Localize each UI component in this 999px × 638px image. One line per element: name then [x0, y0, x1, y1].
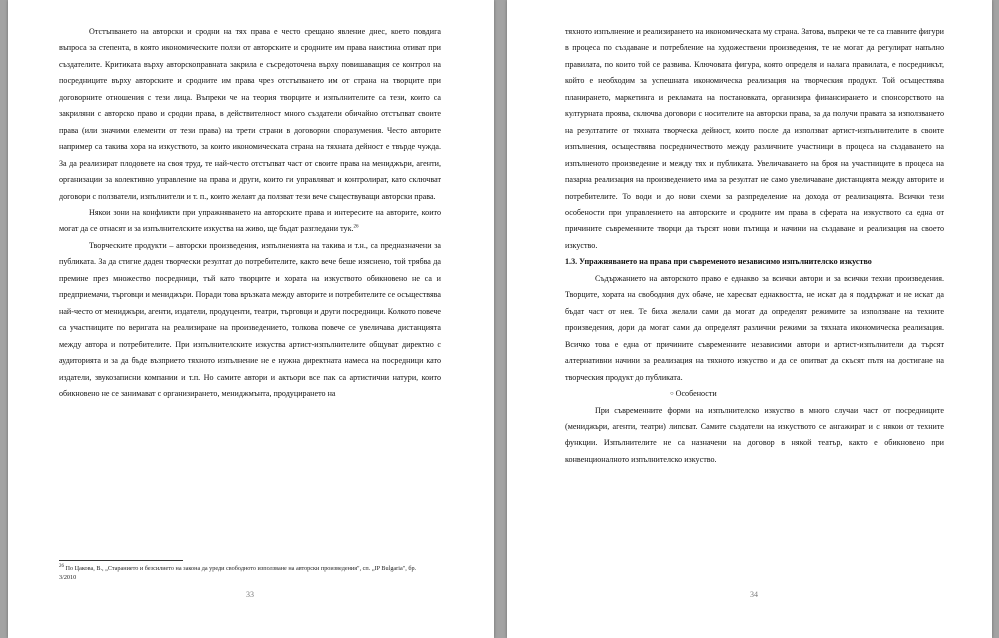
bullet-text: Особености [675, 389, 717, 399]
footnote-separator [59, 560, 183, 561]
paragraph: Творческите продукти – авторски произведения, изпълненията на такива и т.н., са предназначени за публиката. За да стигне даден творчески резултат до потребителите, както вече беше изяснено, той трябва да премине през множество посредници, тъй като творците и хората на изкуството обикновено не са и предприемачи, търговци и мениджъри. Поради това връзката между авторите и потребителите се осъществява най-често от мениджъри, агенти, издатели, продуценти, театри, търговци и други посредници. Колкото повече са участниците по веригата на реализиране на произведението, толкова повече се увеличава дистанцията между автора и потребителите. При изпълнителските изкуства артист-изпълнителите общуват директно с аудиторията и за да бъде възприето тяхното изпълнение не е нужна директната намеса на посредници като издатели, звукозаписни компании и т.п. Но самите автори и актьори все пак са артистични натури, които обикновено не се занимават с организирането, мениджмънта, продуцирането на [59, 240, 441, 398]
page-number: 34 [750, 590, 758, 599]
paragraph: Съдържанието на авторското право е еднакво за всички автори и за всички техни произведения. Творците, хората на свободния дух обаче, не харесват еднаквостта, не искат да я поддържат и не искат да бъдат част от нея. Те биха желали сами да могат да определят режимите за използване на техните произведения, дори да могат сами да определят различни режими за тяхната икономическа реализация. Всичко това е една от причините съвременните независими автори и артист-изпълнители да търсят алтернативни начини за реализация на тяхното изкуство и да се опитват да скъсят пътя на достигане на творческия продукт до публиката. [565, 273, 944, 382]
bullet-icon: ○ [670, 390, 674, 397]
page-number: 33 [246, 590, 254, 599]
paragraph: Отстъпването на авторски и сродни на тях права е често срещано явление днес, което повдига въпроса за степента, в която икономическите ползи от авторските и сродните им права наистина отиват при създателите. Критиката върху авторскоправната закрила е съсредоточена върху повишаващия се контрол на посредниците върху авторските и сродните им права чрез отстъпването им от страна на творците при договорните отношения с тези лица. Въпреки че на теория творците и изпълнителите са тези, които са закриляни с авторско право и сродни права, в действителност много създатели обичайно отстъпват своите права (или значими елементи от тези права) на трети страни в договорни споразумения. Често авторите например са такива хора на изкуството, за които икономическата страна на тяхната дейност е твърде чужда. За да реализират плодовете на своя труд, те най-често отстъпват част от своите права на мениджъри, агенти, организации за колективно управление на права и други, които ги управляват и контролират, като сключват договори с ползватели, изпълнители и т. п., които желаят да ползват тези вече съществуващи авторски права. [59, 27, 441, 201]
footnote-reference[interactable]: 26 [353, 224, 359, 230]
paragraph-with-footnote [59, 205, 441, 238]
document-page-right [507, 0, 992, 638]
document-page-left [8, 0, 494, 638]
bullet-item [565, 386, 944, 403]
footnote-text: По Цакова, В., „Старанието и безсилието на закона да уреди свободното използване на авторски произведения", сп. „IP Bulgaria", бр. 3/2010 [59, 565, 417, 581]
paragraph-text: Някои зони на конфликти при упражняването на авторските права и интересите на авторите, които могат да се отнасят и за изпълнителските изкуства на живо, ще бъдат разгледани тук. [59, 207, 441, 234]
paragraph: тяхното изпълнение и реализирането на икономическата му страна. Затова, въпреки че те са главните фигури в процеса по създаване и потребление на художествени произведения, те не могат да регулират напълно правилата, по които той се развива. Ключовата фигура, която определя и налага правилата, е посредникът, който е необходим за успешната икономическа реализация на творческия продукт. Той осъществява планирането, маркетинга и рекламата на постановката, организира финансирането и спонсорството на културната проява, сключва договори с носителите на авторски права, за да получи правата за използването на резултатите от тяхната творческа дейност, които после да използват артист-изпълнителите в своите изпълнения, осъществява посредничеството между различните участници в процеса на създаването на изпълненото произведение и между тях и публиката. Увеличаването на броя на участниците в процеса на пазарна реализация на произведението има за резултат не само увеличаване дистанцията между авторите и потребителите. То води и до нови схеми за разпределение на дохода от реализацията. Всички тези особености при управлението на авторските и сродните им права в сферата на изкуството са една от причините съвременните творци да търсят нови пътища и начини на създаване и реализация на своето изкуство. [565, 27, 944, 250]
paragraph: При съвременните форми на изпълнителско изкуство в много случаи част от посредниците (мениджъри, агенти, театри) липсват. Самите създатели на изкуството се ангажират и с някои от техните функции. Изпълнителите не са назначени на договор в някой театър, както е обикновено при конвенционалното изпълнителско изкуство. [565, 405, 944, 464]
footnote [59, 564, 429, 582]
footnote-number: 26 [59, 563, 64, 569]
page-body [59, 24, 441, 402]
section-heading: 1.3. Упражняването на права при съвременото независимо изпълнителско изкуство [565, 257, 872, 267]
page-body [565, 24, 944, 468]
